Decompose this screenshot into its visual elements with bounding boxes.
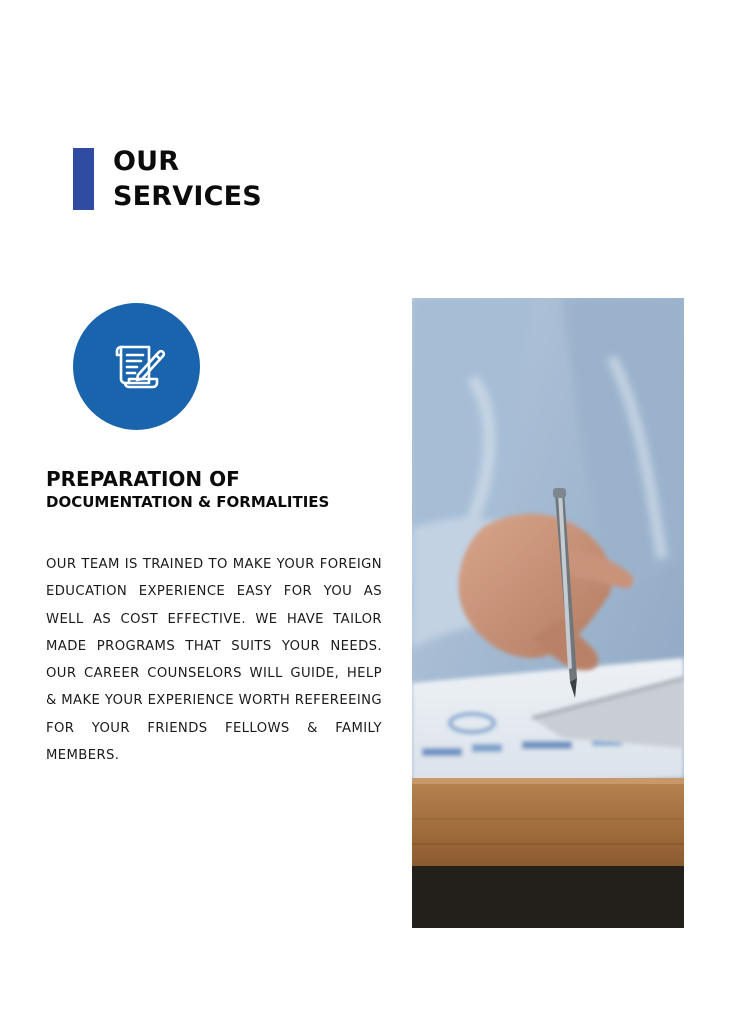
title-accent-bar — [73, 148, 94, 210]
section-title-line-1: OUR — [113, 146, 180, 177]
service-icon-badge — [73, 303, 200, 430]
service-photo — [412, 298, 684, 928]
service-heading-line-1: PREPARATION OF — [46, 467, 240, 491]
service-heading-line-2: DOCUMENTATION & FORMALITIES — [46, 493, 330, 511]
section-title-line-2: SERVICES — [113, 181, 262, 212]
document-pen-icon — [111, 339, 167, 395]
service-description: OUR TEAM IS TRAINED TO MAKE YOUR FOREIGN EDUCATION EXPERIENCE EASY FOR YOU AS WELL AS COST EFFECTIVE. WE HAVE TAILOR MADE PROGRAMS THAT SUITS YOUR NEEDS. OUR CAREER COUNSELORS WILL GUIDE, HELP & MAKE YOUR EXPERIENCE WORTH REFEREEING FOR YOUR FRIENDS FELLOWS & FAMILY MEMBERS. — [46, 557, 383, 764]
service-heading — [46, 466, 329, 512]
section-title — [113, 144, 262, 214]
